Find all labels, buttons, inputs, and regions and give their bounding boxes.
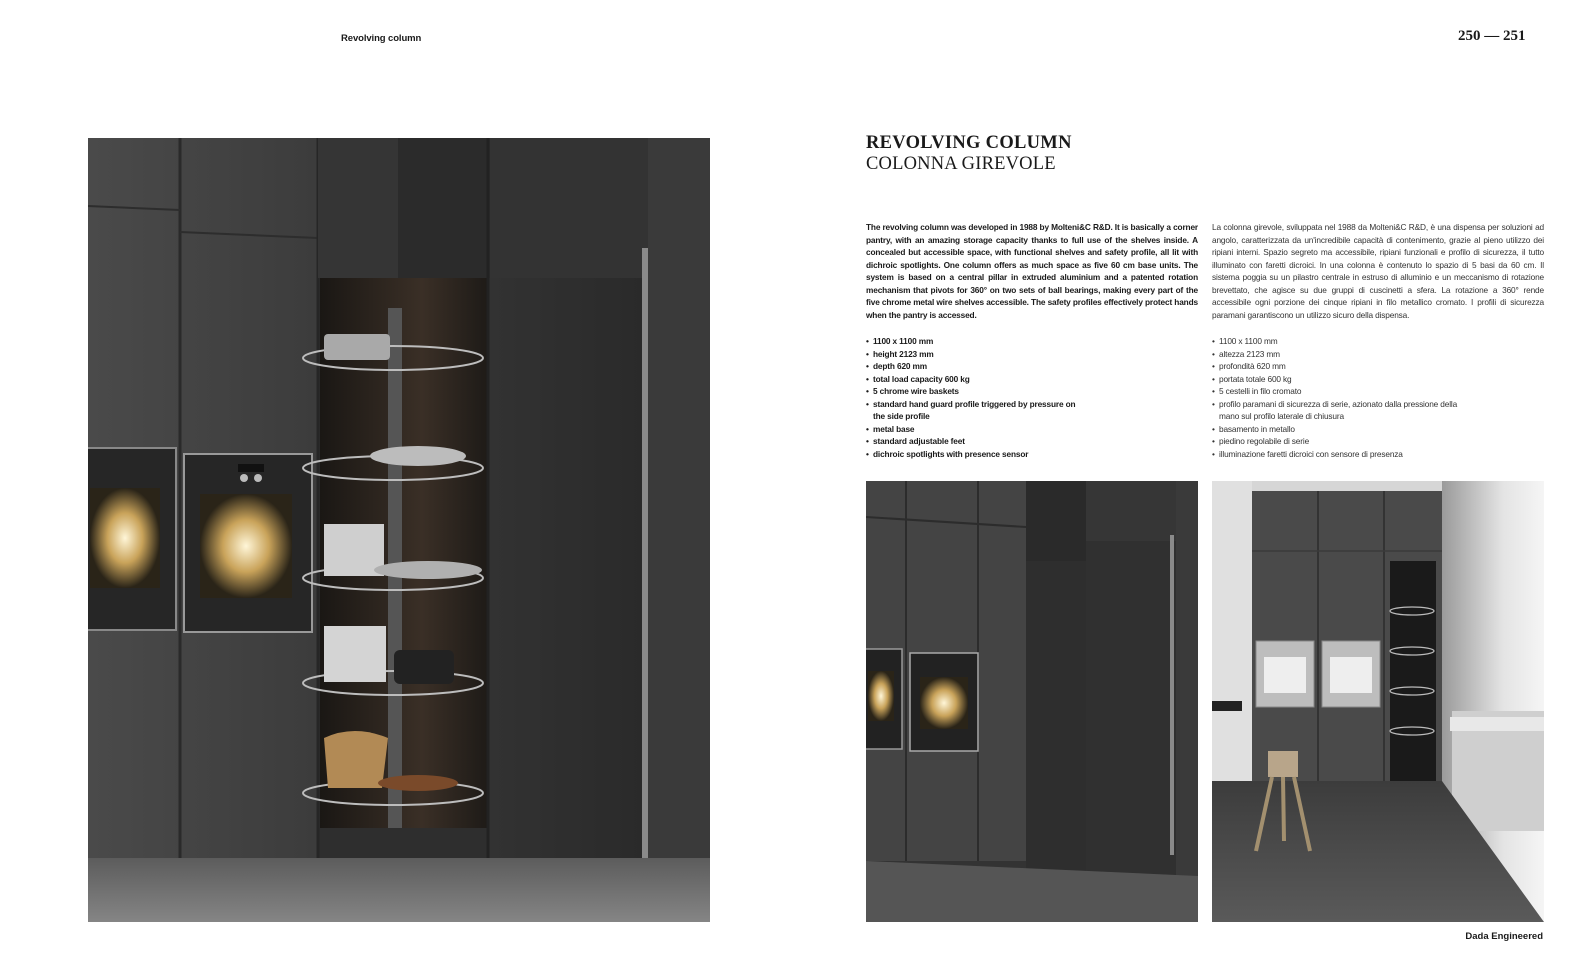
spec-item: • dichroic spotlights with presence sensor [866, 448, 1086, 461]
spec-item: • 1100 x 1100 mm [866, 335, 1086, 348]
spec-item: • 5 cestelli in filo cromato [1212, 385, 1472, 398]
specs-list-english [866, 335, 1086, 460]
spec-item: • illuminazione faretti dicroici con sensore di presenza [1212, 448, 1472, 461]
article-title: REVOLVING COLUMN [866, 133, 1072, 153]
page-numbers: 250 — 251 [1458, 28, 1526, 44]
section-label: Revolving column [341, 33, 422, 44]
brand-name: Dada Engineered [1465, 931, 1543, 942]
spec-item: • 5 chrome wire baskets [866, 385, 1086, 398]
spec-item: • standard hand guard profile triggered by pressure on the side profile [866, 398, 1086, 423]
specs-list-italian [1212, 335, 1472, 460]
closed-column-photo [866, 481, 1198, 922]
spec-item: • profilo paramani di sicurezza di serie, azionato dalla pressione della mano sul profilo laterale di chiusura [1212, 398, 1472, 423]
spec-item: • profondità 620 mm [1212, 360, 1472, 373]
description-english: The revolving column was developed in 1988 by Molteni&C R&D. It is basically a corner pantry, with an amazing storage capacity thanks to full use of the shelves inside. A concealed but accessible space, with functional shelves and safety profile, all lit with dichroic spotlights. One column offers as much space as five 60 cm base units. The system is based on a central pillar in extruded aluminium and a patented rotation mechanism that pivots for 360° on two sets of ball bearings, making every part of the five chrome metal wire shelves accessible. The safety profiles effectively protect hands when the pantry is accessed. [866, 222, 1198, 320]
spec-item: • height 2123 mm [866, 348, 1086, 361]
spec-item: • total load capacity 600 kg [866, 373, 1086, 386]
spec-item: • standard adjustable feet [866, 435, 1086, 448]
kitchen-interior-photo [1212, 481, 1544, 922]
main-kitchen-photo [88, 138, 710, 922]
spec-item: • altezza 2123 mm [1212, 348, 1472, 361]
spec-item: • portata totale 600 kg [1212, 373, 1472, 386]
spec-item: • depth 620 mm [866, 360, 1086, 373]
spec-item: • 1100 x 1100 mm [1212, 335, 1472, 348]
description-italian: La colonna girevole, sviluppata nel 1988 da Molteni&C R&D, è una dispensa per soluzioni ad angolo, caratterizzata da un'incredibile capacità di contenimento, grazie al pieno utilizzo dei ripiani interni. Spazio segreto ma accessibile, ripiani funzionali e profilo di sicurezza, il tutto illuminato con faretti dicroici. In una colonna è contenuto lo spazio di 5 basi da 60 cm. Il sistema poggia su un pilastro centrale in estruso di alluminio e un meccanismo di rotazione brevettato, che agisce su due gruppi di cuscinetti a sfera. La rotazione a 360° rende accessibile ogni porzione dei cinque ripiani in filo metallico cromato. I profili di sicurezza paramani garantiscono un utilizzo sicuro della dispensa. [1212, 222, 1544, 320]
spec-item: • piedino regolabile di serie [1212, 435, 1472, 448]
spec-item: • basamento in metallo [1212, 423, 1472, 436]
article-title-italian: COLONNA GIREVOLE [866, 154, 1056, 174]
spec-item: • metal base [866, 423, 1086, 436]
